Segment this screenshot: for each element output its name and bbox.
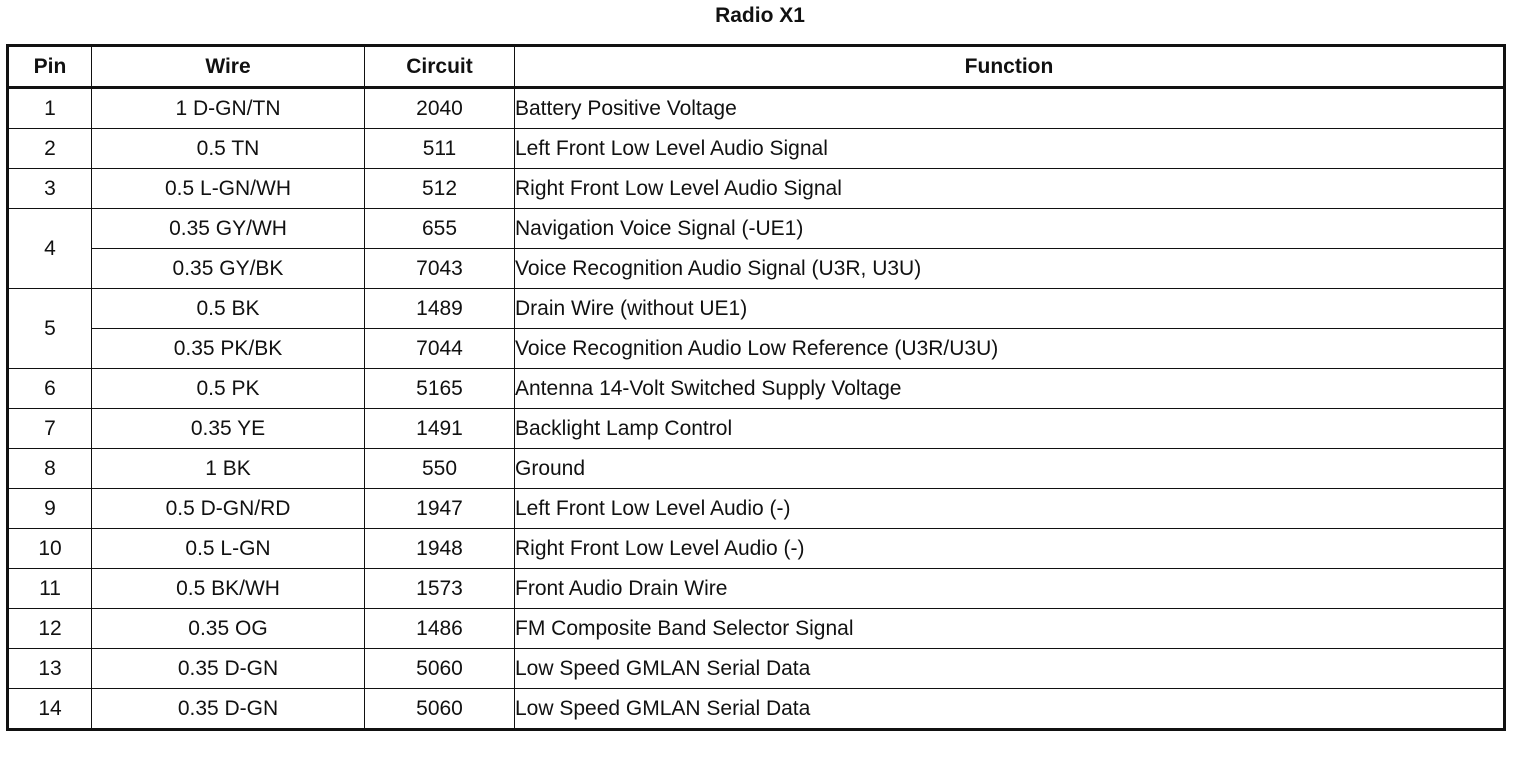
function-cell: Antenna 14-Volt Switched Supply Voltage (515, 369, 1505, 409)
pin-number-cell: 9 (8, 489, 92, 529)
header-wire: Wire (92, 46, 365, 88)
table-row (8, 449, 1505, 489)
wire-cell: 1 D-GN/TN (92, 88, 365, 129)
function-cell: Voice Recognition Audio Low Reference (U3R/U3U) (515, 329, 1505, 369)
pin-number-cell: 13 (8, 649, 92, 689)
function-cell: Right Front Low Level Audio Signal (515, 169, 1505, 209)
table-row (8, 209, 1505, 249)
header-function: Function (515, 46, 1505, 88)
circuit-cell: 511 (365, 129, 515, 169)
pin-number-cell: 1 (8, 88, 92, 129)
wire-cell: 0.5 BK (92, 289, 365, 329)
pin-number-cell: 2 (8, 129, 92, 169)
function-cell: Battery Positive Voltage (515, 88, 1505, 129)
function-cell: Right Front Low Level Audio (-) (515, 529, 1505, 569)
circuit-cell: 7043 (365, 249, 515, 289)
page-title: Radio X1 (715, 4, 805, 27)
pin-number-cell: 12 (8, 609, 92, 649)
wire-cell: 0.35 D-GN (92, 649, 365, 689)
table-row (8, 88, 1505, 129)
circuit-cell: 1948 (365, 529, 515, 569)
wire-cell: 0.5 PK (92, 369, 365, 409)
wire-cell: 0.5 L-GN/WH (92, 169, 365, 209)
circuit-cell: 5165 (365, 369, 515, 409)
function-cell: FM Composite Band Selector Signal (515, 609, 1505, 649)
header-circuit: Circuit (365, 46, 515, 88)
function-cell: Front Audio Drain Wire (515, 569, 1505, 609)
wire-cell: 0.35 GY/WH (92, 209, 365, 249)
circuit-cell: 5060 (365, 689, 515, 730)
circuit-cell: 7044 (365, 329, 515, 369)
table-row (8, 569, 1505, 609)
table-row (8, 169, 1505, 209)
wire-cell: 0.5 L-GN (92, 529, 365, 569)
pin-number-cell: 4 (8, 209, 92, 289)
function-cell: Left Front Low Level Audio Signal (515, 129, 1505, 169)
circuit-cell: 655 (365, 209, 515, 249)
pin-number-cell: 7 (8, 409, 92, 449)
function-cell: Backlight Lamp Control (515, 409, 1505, 449)
circuit-cell: 1573 (365, 569, 515, 609)
header-row (8, 46, 1505, 88)
circuit-cell: 1486 (365, 609, 515, 649)
table-row (8, 689, 1505, 730)
header-pin: Pin (8, 46, 92, 88)
function-cell: Ground (515, 449, 1505, 489)
function-cell: Drain Wire (without UE1) (515, 289, 1505, 329)
circuit-cell: 2040 (365, 88, 515, 129)
table-row (8, 649, 1505, 689)
wire-cell: 0.5 D-GN/RD (92, 489, 365, 529)
wire-cell: 1 BK (92, 449, 365, 489)
table-body (8, 88, 1505, 730)
table-header (8, 46, 1505, 88)
circuit-cell: 1491 (365, 409, 515, 449)
table-row (8, 289, 1505, 329)
circuit-cell: 5060 (365, 649, 515, 689)
wire-cell: 0.5 TN (92, 129, 365, 169)
circuit-cell: 1947 (365, 489, 515, 529)
pin-number-cell: 8 (8, 449, 92, 489)
table-row (8, 529, 1505, 569)
wire-cell: 0.35 YE (92, 409, 365, 449)
wire-cell: 0.35 OG (92, 609, 365, 649)
connector-pinout-table (6, 44, 1506, 731)
wire-cell: 0.5 BK/WH (92, 569, 365, 609)
pin-number-cell: 10 (8, 529, 92, 569)
pin-number-cell: 6 (8, 369, 92, 409)
function-cell: Low Speed GMLAN Serial Data (515, 649, 1505, 689)
wire-cell: 0.35 GY/BK (92, 249, 365, 289)
wire-cell: 0.35 PK/BK (92, 329, 365, 369)
circuit-cell: 550 (365, 449, 515, 489)
function-cell: Navigation Voice Signal (-UE1) (515, 209, 1505, 249)
pin-number-cell: 14 (8, 689, 92, 730)
table-row (8, 369, 1505, 409)
table-row (8, 129, 1505, 169)
table-row (8, 609, 1505, 649)
function-cell: Left Front Low Level Audio (-) (515, 489, 1505, 529)
pin-number-cell: 5 (8, 289, 92, 369)
table-row (8, 489, 1505, 529)
wire-cell: 0.35 D-GN (92, 689, 365, 730)
table-row (8, 409, 1505, 449)
circuit-cell: 1489 (365, 289, 515, 329)
pin-number-cell: 11 (8, 569, 92, 609)
table-row (8, 329, 1505, 369)
function-cell: Low Speed GMLAN Serial Data (515, 689, 1505, 730)
pin-number-cell: 3 (8, 169, 92, 209)
table-row (8, 249, 1505, 289)
circuit-cell: 512 (365, 169, 515, 209)
function-cell: Voice Recognition Audio Signal (U3R, U3U) (515, 249, 1505, 289)
